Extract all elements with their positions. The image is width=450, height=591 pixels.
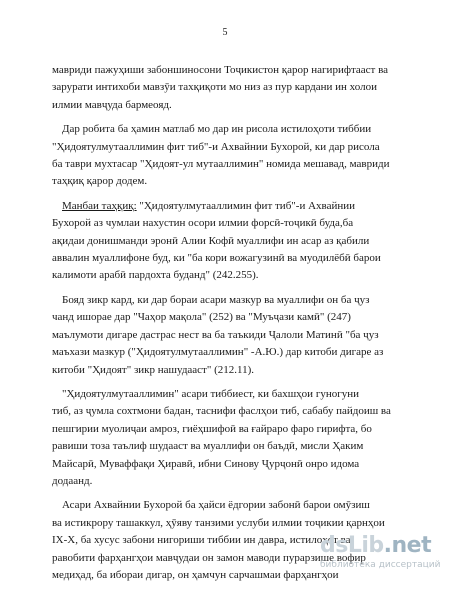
text-line: ва истикрору ташаккул, ҳӯяву танзими услуби илмии тоҷикии қарнҳои [52,516,385,529]
text-line: таҳқиқ қарор додем. [52,175,148,188]
text-line: зарурати интихоби мавзӯи тахқиқоти мо низ аз пур кардани ин холои [52,81,377,94]
text-line: аввалин муаллифоне буд, ки "ба кори вожагузинӣ ва муодилёбӣ барои [52,252,381,265]
text-line: медиҳад, ба ибораи дигар, он ҳамчун сарчашмаи фарҳангҳои [52,568,339,581]
text-line: ба таври мухтасар "Ҳидоят-ул мутааллимин" номида мешавад, мавриди [52,158,390,171]
text-line: Бояд зикр кард, ки дар бораи асари мазкур ва муаллифи он ба ҷуз [62,293,370,306]
text-line: додаанд. [52,474,93,487]
watermark-logo-main: dsLib [320,533,384,558]
watermark-caption: библиотека диссертаций [320,560,441,570]
text-line: Дар робита ба ҳамин матлаб мо дар ин рисола истилоҳоти тиббии [62,123,372,136]
text-line: "Ҳидоятулмутааллимин" асари тиббиест, ки бахшҳои гуногуни [62,387,359,400]
paragraph-3 [52,198,410,285]
body-text [52,62,410,591]
text-line: Майсарӣ, Муваффақи Ҳиравӣ, ибни Синову Ҷурҷонӣ онро идома [52,457,360,470]
watermark-logo-tld: .net [383,533,432,558]
page-number: 5 [222,27,228,38]
paragraph-1 [52,62,410,114]
text-line: ақидаи донишманди эронӣ Алии Кофӣ муаллифи ин асар аз қабили [52,234,370,247]
text-line: пешгирии муолиҷаи амроз, гиёҳшифоӣ ва ғайраро фаро гирифта, бо [52,422,372,435]
paragraph-5 [52,386,410,490]
text-line: равобити фарҳангҳои мавҷудаи он замон маводи пурарзише вофир [52,551,366,564]
paragraph-4 [52,292,410,379]
text-line: "Ҳидоятулмутааллимин фит тиб"-и Ахвайнии Бухорой, ки дар рисола [52,140,380,153]
text-line: IX-X, ба хусус забони нигориши тиббии ин давра, истилоҳот ва [52,534,351,547]
text-line: маълумоти дигаре дастрас нест ва ба таъкиди Ҷалоли Матинӣ "ба ҷуз [52,328,379,341]
text-line: чанд ишорае дар "Чаҳор мақола" (252) ва "Муъҷази камӣ" (247) [52,311,351,324]
text-line: маъхази мазкур ("Ҳидоятулмутааллимин" -А.Ю.) дар китоби дигаре аз [52,346,384,359]
text-line: мавриди пажуҳиши забоншиносони Тоҷикистон қарор нагирифтааст ва [52,64,389,76]
watermark-logo [320,534,431,558]
text-line: илмии мавҷуда бармеояд. [52,98,172,111]
text-line: равиши тоза таълиф шудааст ва муаллифи он баъдӣ, мисли Ҳаким [52,440,364,453]
text-line: тиб, аз ҷумла сохтмони бадан, таснифи фаслҳои тиб, сабабу пайдоиш ва [52,405,391,418]
text-line: китоби "Ҳидоят" зикр нашудааст" (212.11). [52,363,255,376]
text-line [52,198,410,215]
watermark [320,533,441,574]
section-lead: Манбаи таҳқиқ: [62,199,137,212]
text-line: калимоти арабӣ пардохта буданд" (242.255). [52,269,259,282]
paragraph-2 [52,121,410,191]
text-fragment: "Ҳидоятулмутааллимин фит тиб"-и Ахвайнии [136,199,355,212]
text-line: Бухорой аз чумлаи нахустин осори илмии форсӣ-тоҷикӣ буда,ба [52,217,354,230]
text-line: Асари Ахвайнии Бухорой ба ҳайси ёдгории забонӣ барои омӯзиш [62,499,370,512]
